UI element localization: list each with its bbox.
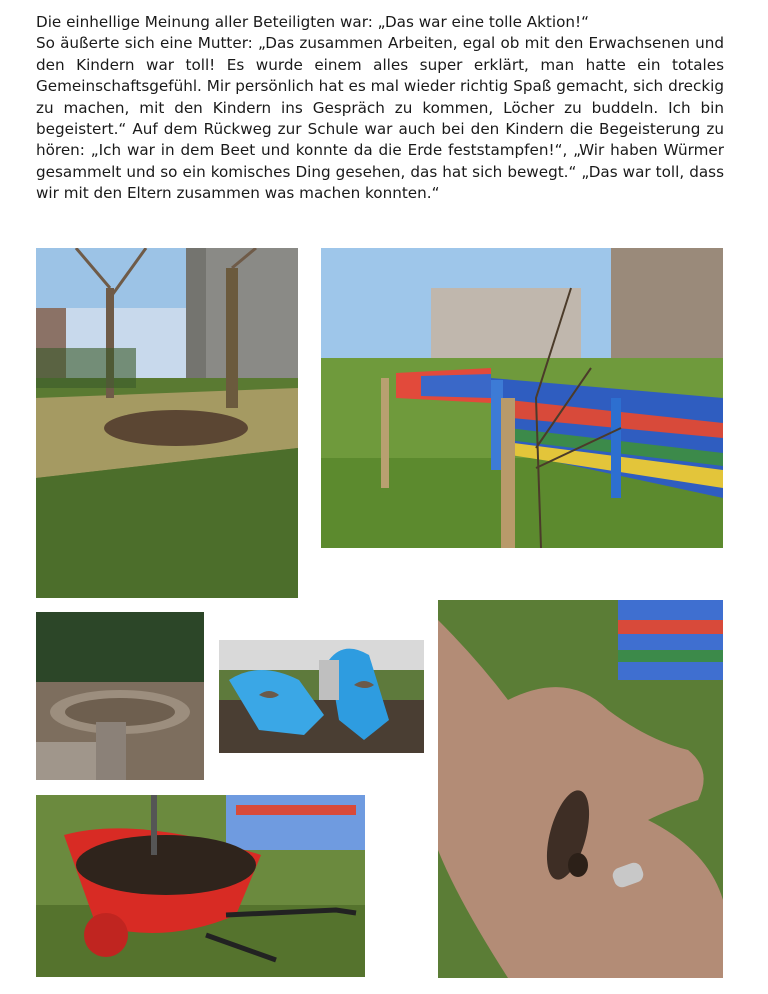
photo-red-wheelbarrow-with-soil bbox=[36, 795, 365, 977]
photo-gloved-hands-with-worms bbox=[219, 640, 424, 753]
photo-garden-bed-by-church bbox=[36, 248, 298, 598]
photo-colorful-pallet-beds bbox=[321, 248, 723, 548]
paragraph-intro: Die einhellige Meinung aller Beteiligten war: „Das war eine tolle Aktion!“ bbox=[36, 13, 589, 31]
photo-hand-holding-larva bbox=[438, 600, 723, 978]
article-text bbox=[36, 12, 724, 205]
photo-stone-garden-path bbox=[36, 612, 204, 780]
paragraph-quotes: So äußerte sich eine Mutter: „Das zusammen Arbeiten, egal ob mit den Erwachsenen und den Kindern war toll! Es wurde einem alles super erklärt, man hatte ein totales Gemeinschaftsgefühl. Mir persönlich hat es mal wieder richtig Spaß gemacht, sich dreckig zu machen, mit den Kindern ins Gespräch zu kommen, Löcher zu buddeln. Ich bin begeistert.“ Auf dem Rückweg zur Schule war auch bei den Kindern die Begeisterung zu hören: „Ich war in dem Beet und konnte da die Erde feststampfen!“, „Wir haben Würmer gesammelt und so ein komisches Ding gesehen, das hat sich bewegt.“ „Das war toll, dass wir mit den Eltern zusammen was machen konnten.“ bbox=[36, 34, 724, 203]
